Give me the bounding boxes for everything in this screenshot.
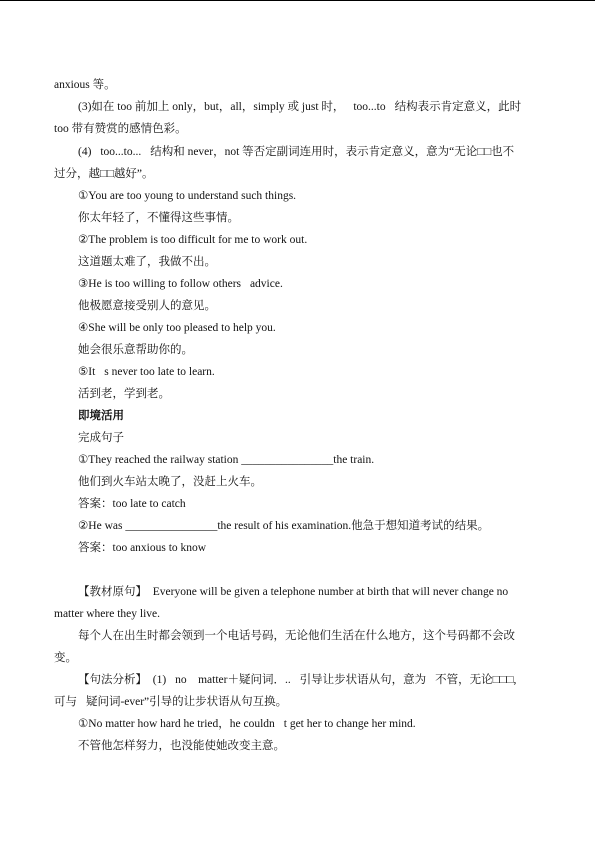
example-translation: 这道题太难了，我做不出。	[78, 256, 216, 268]
section-heading: 即境活用	[78, 410, 124, 422]
text-line: 过分，越□□越好”。	[54, 168, 154, 180]
text-line: too 带有赞赏的感情色彩。	[54, 123, 187, 135]
text-line: 可与 疑问词-ever”引导的让步状语从句互换。	[54, 696, 288, 708]
example-sentence: ⑤It s never too late to learn.	[78, 366, 215, 378]
exercise-heading: 完成句子	[78, 432, 124, 444]
example-translation: 她会很乐意帮助你的。	[78, 344, 193, 356]
example-translation: 不管他怎样努力，也没能使她改变主意。	[78, 740, 285, 752]
example-sentence: ①You are too young to understand such things.	[78, 190, 297, 202]
text-line: matter where they live.	[54, 608, 161, 620]
exercise-translation: 他们到火车站太晚了，没赶上火车。	[78, 476, 262, 488]
example-sentence: ④She will be only too pleased to help you.	[78, 322, 276, 334]
example-sentence: ①No matter how hard he tried，he couldn t get her to change her mind.	[78, 718, 416, 730]
example-translation: 他极愿意接受别人的意见。	[78, 300, 216, 312]
example-sentence: ③He is too willing to follow others advice.	[78, 278, 283, 290]
exercise-answer: 答案：too late to catch	[78, 498, 186, 510]
exercise-answer: 答案：too anxious to know	[78, 542, 207, 554]
exercise-sentence: ②He was ________________the result of his examination.他急于想知道考试的结果。	[78, 520, 490, 532]
example-translation: 活到老，学到老。	[78, 388, 170, 400]
syntax-analysis: 【句法分析】 (1) no matter＋疑问词．.. 引导让步状语从句，意为 不管，无论□□□,	[78, 674, 517, 686]
text-line: 变。	[54, 652, 77, 664]
text-line: 每个人在出生时都会领到一个电话号码，无论他们生活在什么地方，这个号码都不会改	[78, 630, 515, 642]
example-translation: 你太年轻了，不懂得这些事情。	[78, 212, 239, 224]
text-line: anxious 等。	[54, 79, 116, 91]
text-line: (4) too...to... 结构和 never，not 等否定副词连用时，表示肯定意义，意为“无论□□也不	[78, 146, 515, 158]
example-sentence: ②The problem is too difficult for me to work out.	[78, 234, 308, 246]
exercise-sentence: ①They reached the railway station ________________the train.	[78, 454, 375, 466]
text-line: (3)如在 too 前加上 only，but，all，simply 或 just 时， too...to 结构表示肯定意义，此时	[78, 101, 522, 113]
textbook-sentence: 【教材原句】 Everyone will be given a telephone number at birth that will never change no	[78, 586, 509, 598]
